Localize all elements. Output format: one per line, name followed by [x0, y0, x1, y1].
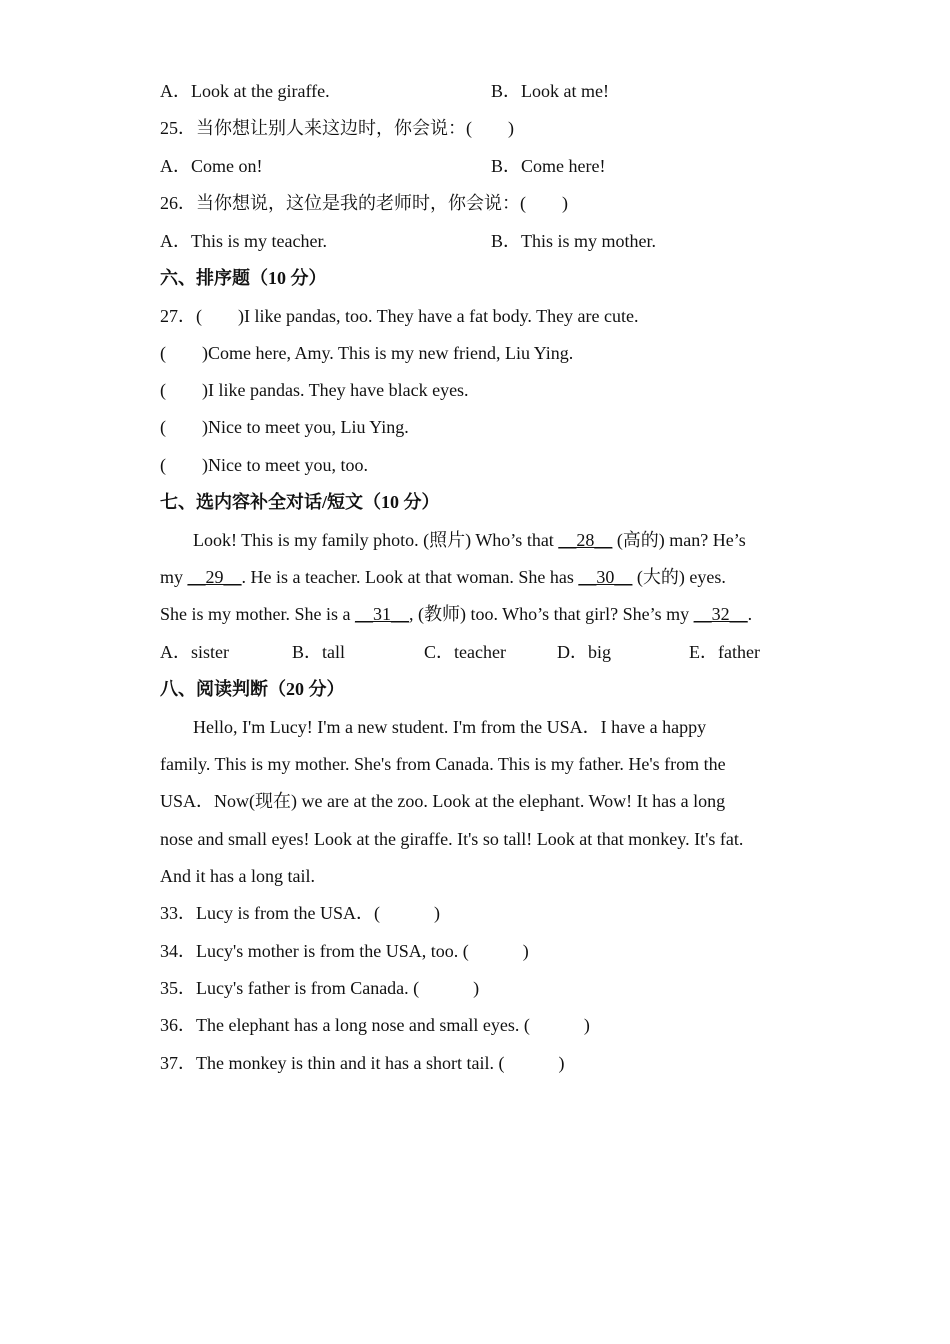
q24-option-a: A．Look at the giraffe.	[160, 81, 330, 101]
blank-32: __32__	[693, 604, 748, 624]
section6-title: 六、排序题（10 分）	[160, 268, 327, 288]
cloze-text: (高的) man? He’s	[612, 530, 746, 550]
cloze-option-b: B．tall	[292, 642, 345, 662]
q26-option-b: B．This is my mother.	[491, 231, 657, 251]
cloze-text: She is my mother. She is a	[160, 604, 355, 624]
cloze-text: .	[747, 604, 753, 624]
q24-option-b: B．Look at me!	[491, 81, 609, 101]
passage-line: family. This is my mother. She's from Canada. This is my father. He's from the	[160, 754, 726, 774]
passage-line: Hello, I'm Lucy! I'm a new student. I'm from the USA．I have a happy	[193, 717, 707, 737]
order-item: ( )Nice to meet you, Liu Ying.	[160, 417, 409, 437]
cloze-option-d: D．big	[557, 642, 611, 662]
cloze-line-1	[193, 529, 746, 551]
section8-title: 八、阅读判断（20 分）	[160, 679, 345, 699]
q25-stem: 25．当你想让别人来这边时，你会说：( )	[160, 118, 514, 138]
order-item: 27．( )I like pandas, too. They have a fat body. They are cute.	[160, 306, 639, 326]
passage-line: nose and small eyes! Look at the giraffe. It's so tall! Look at that monkey. It's fat.	[160, 829, 744, 849]
order-item: ( )I like pandas. They have black eyes.	[160, 380, 469, 400]
q25-option-a: A．Come on!	[160, 156, 263, 176]
q25-option-b: B．Come here!	[491, 156, 606, 176]
passage-line: And it has a long tail.	[160, 866, 315, 886]
cloze-text: , (教师) too. Who’s that girl? She’s my	[409, 604, 694, 624]
cloze-option-c: C．teacher	[424, 642, 506, 662]
cloze-text: (大的) eyes.	[632, 567, 726, 587]
cloze-line-2	[160, 566, 726, 588]
cloze-line-3	[160, 603, 752, 625]
judge-question: 35．Lucy's father is from Canada. ( )	[160, 978, 480, 998]
blank-28: __28__	[558, 530, 613, 550]
blank-31: __31__	[355, 604, 409, 624]
judge-question: 36．The elephant has a long nose and small eyes. ( )	[160, 1015, 590, 1035]
cloze-text: . He is a teacher. Look at that woman. She has	[241, 567, 579, 587]
cloze-text: Look! This is my family photo. (照片) Who’s that	[193, 530, 559, 550]
judge-question: 37．The monkey is thin and it has a short tail. ( )	[160, 1053, 565, 1073]
q26-stem: 26．当你想说，这位是我的老师时，你会说：( )	[160, 193, 568, 213]
q26-option-a: A．This is my teacher.	[160, 231, 327, 251]
cloze-option-e: E．father	[689, 642, 760, 662]
order-item: ( )Come here, Amy. This is my new friend, Liu Ying.	[160, 343, 574, 363]
order-item: ( )Nice to meet you, too.	[160, 455, 368, 475]
cloze-option-a: A．sister	[160, 642, 229, 662]
blank-29: __29__	[187, 567, 242, 587]
cloze-text: my	[160, 567, 188, 587]
section7-title: 七、选内容补全对话/短文（10 分）	[160, 492, 440, 512]
judge-question: 33．Lucy is from the USA．( )	[160, 903, 440, 923]
judge-question: 34．Lucy's mother is from the USA, too. ( )	[160, 941, 529, 961]
blank-30: __30__	[578, 567, 633, 587]
passage-line: USA．Now(现在) we are at the zoo. Look at the elephant. Wow! It has a long	[160, 791, 726, 811]
